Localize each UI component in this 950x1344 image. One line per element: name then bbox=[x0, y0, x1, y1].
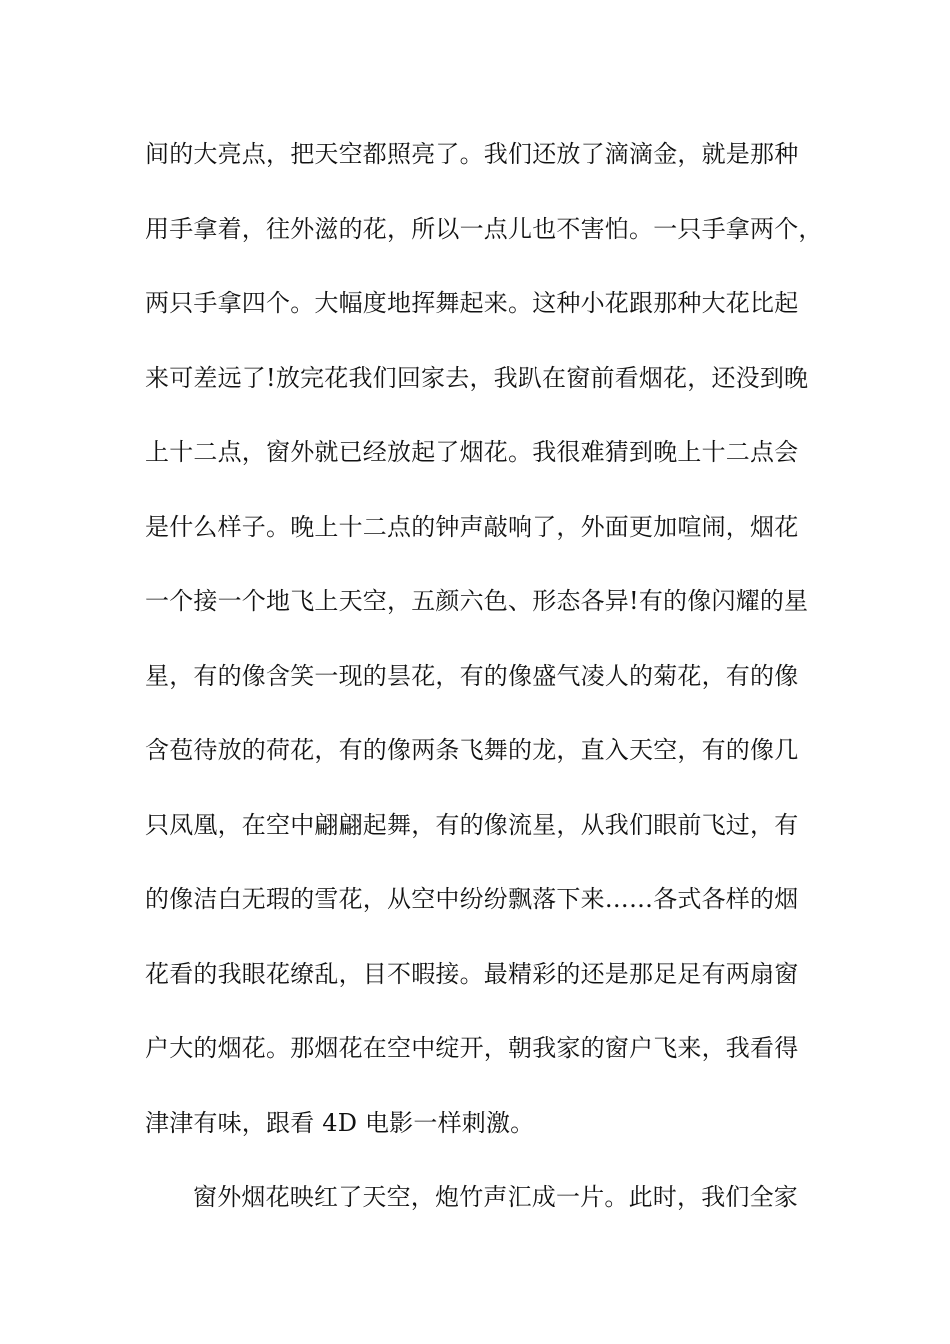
text-line: 一个接一个地飞上天空，五颜六色、形态各异!有的像闪耀的星 bbox=[145, 587, 809, 615]
text-line: 是什么样子。晚上十二点的钟声敲响了，外面更加喧闹，烟花 bbox=[145, 512, 799, 541]
text-line: 上十二点，窗外就已经放起了烟花。我很难猜到晚上十二点会 bbox=[145, 438, 799, 466]
text-line: 的像洁白无瑕的雪花，从空中纷纷飘落下来……各式各样的烟 bbox=[145, 885, 799, 913]
body-text bbox=[145, 130, 823, 1248]
text-line: 来可差远了!放完花我们回家去，我趴在窗前看烟花，还没到晚 bbox=[145, 363, 809, 392]
text-line: 两只手拿四个。大幅度地挥舞起来。这种小花跟那种大花比起 bbox=[145, 289, 799, 317]
text-line: 用手拿着，往外滋的花，所以一点儿也不害怕。一只手拿两个， bbox=[145, 214, 823, 243]
text-line: 户大的烟花。那烟花在空中绽开，朝我家的窗户飞来，我看得 bbox=[145, 1034, 799, 1062]
text-line: 星，有的像含笑一现的昙花，有的像盛气凌人的菊花，有的像 bbox=[145, 661, 799, 690]
text-line: 间的大亮点，把天空都照亮了。我们还放了滴滴金，就是那种 bbox=[145, 140, 799, 168]
text-line: 含苞待放的荷花，有的像两条飞舞的龙，直入天空，有的像几 bbox=[145, 736, 799, 764]
paragraph-start-line: 窗外烟花映红了天空，炮竹声汇成一片。此时，我们全家 bbox=[193, 1183, 798, 1211]
text-line: 只凤凰，在空中翩翩起舞，有的像流星，从我们眼前飞过，有 bbox=[145, 810, 799, 839]
text-line: 花看的我眼花缭乱，目不暇接。最精彩的还是那足足有两扇窗 bbox=[145, 959, 799, 988]
text-line: 津津有味，跟看 4D 电影一样刺激。 bbox=[145, 1108, 535, 1137]
